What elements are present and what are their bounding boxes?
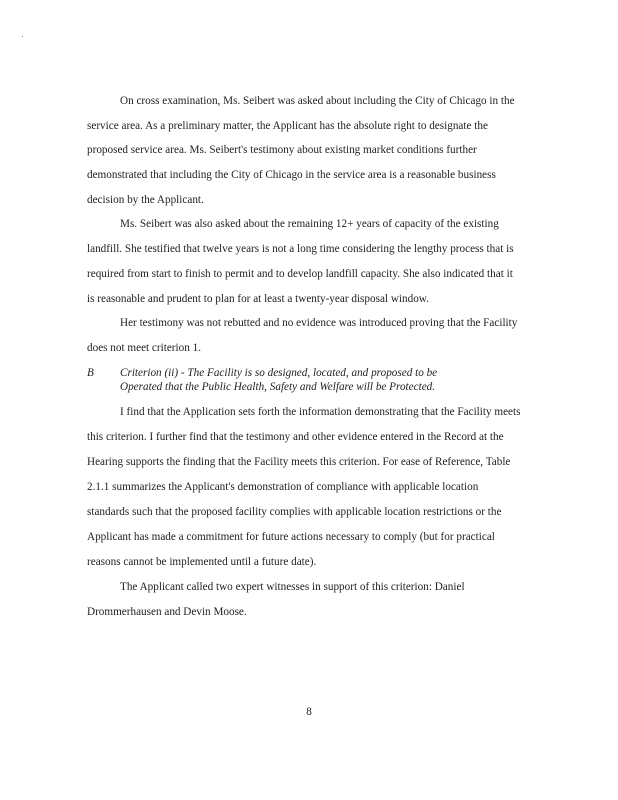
text-line: 2.1.1 summarizes the Applicant's demonstration of compliance with applicable location xyxy=(87,481,479,493)
page-number: 8 xyxy=(306,706,312,718)
text-line: The Applicant called two expert witnesses in support of this criterion: Daniel xyxy=(120,581,465,593)
text-line: reasons cannot be implemented until a future date). xyxy=(87,556,317,568)
section-title-line: Operated that the Public Health, Safety and Welfare will be Protected. xyxy=(120,381,436,393)
text-line: does not meet criterion 1. xyxy=(87,342,202,354)
text-line: I find that the Application sets forth the information demonstrating that the Facility meets xyxy=(120,406,521,418)
text-line: required from start to finish to permit and to develop landfill capacity. She also indicated that it xyxy=(87,268,513,280)
text-line: this criterion. I further find that the testimony and other evidence entered in the Record at the xyxy=(87,431,504,443)
text-line: decision by the Applicant. xyxy=(87,194,204,206)
scan-speck xyxy=(22,36,23,37)
text-line: Applicant has made a commitment for future actions necessary to comply (but for practical xyxy=(87,531,495,543)
text-line: is reasonable and prudent to plan for at least a twenty-year disposal window. xyxy=(87,293,429,305)
text-line: On cross examination, Ms. Seibert was asked about including the City of Chicago in the xyxy=(120,95,515,107)
text-line: Ms. Seibert was also asked about the remaining 12+ years of capacity of the existing xyxy=(120,218,499,230)
section-number: B xyxy=(87,367,94,379)
text-line: landfill. She testified that twelve years is not a long time considering the lengthy process that is xyxy=(87,243,514,255)
text-line: Hearing supports the finding that the Facility meets this criterion. For ease of Reference, Table xyxy=(87,456,511,468)
text-line: Drommerhausen and Devin Moose. xyxy=(87,606,247,618)
text-line: demonstrated that including the City of Chicago in the service area is a reasonable business xyxy=(87,169,496,181)
text-line: service area. As a preliminary matter, the Applicant has the absolute right to designate the xyxy=(87,120,488,132)
text-line: Her testimony was not rebutted and no evidence was introduced proving that the Facility xyxy=(120,317,518,329)
text-line: standards such that the proposed facility complies with applicable location restrictions or the xyxy=(87,506,502,518)
section-title-line: Criterion (ii) - The Facility is so designed, located, and proposed to be xyxy=(120,367,438,379)
text-line: proposed service area. Ms. Seibert's testimony about existing market conditions further xyxy=(87,144,477,156)
